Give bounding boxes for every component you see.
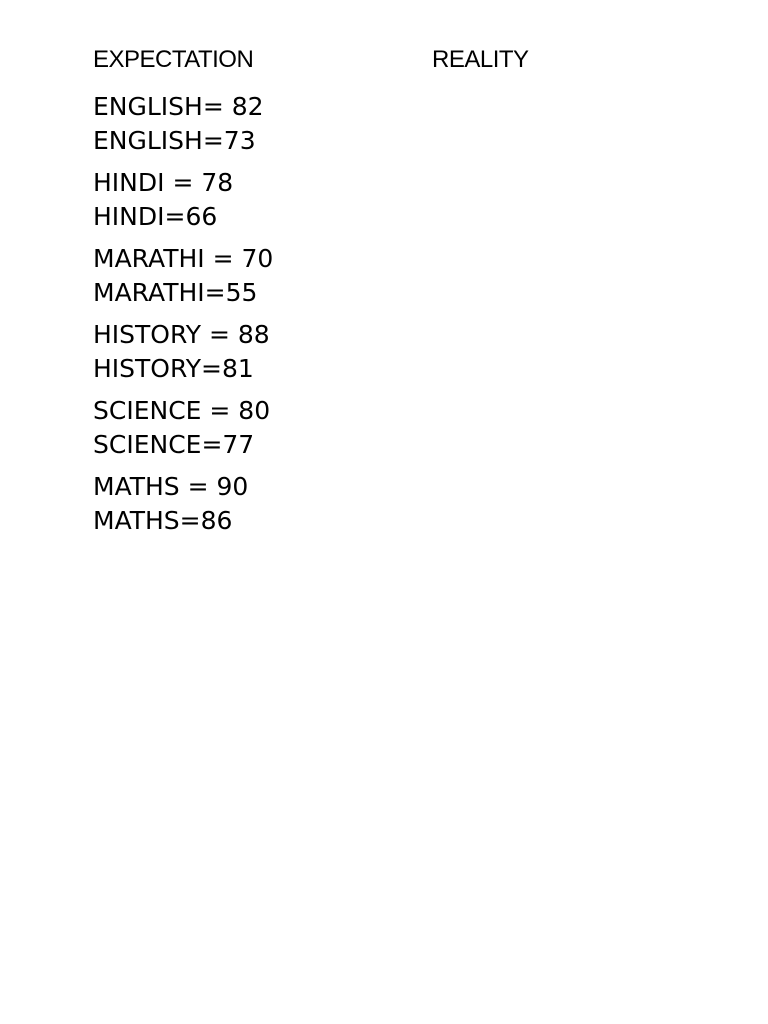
row-maths bbox=[93, 470, 693, 537]
expectation-science: SCIENCE = 80 bbox=[93, 396, 271, 425]
marks-list bbox=[93, 90, 693, 537]
row-english bbox=[93, 90, 693, 157]
reality-hindi: HINDI=66 bbox=[93, 201, 218, 231]
row-history bbox=[93, 318, 693, 385]
expectation-hindi: HINDI = 78 bbox=[93, 168, 234, 197]
reality-science: SCIENCE=77 bbox=[93, 429, 255, 459]
row-marathi bbox=[93, 242, 693, 309]
row-science bbox=[93, 394, 693, 461]
reality-english: ENGLISH=73 bbox=[93, 125, 256, 155]
reality-marathi: MARATHI=55 bbox=[93, 277, 258, 307]
heading-expectation: EXPECTATION bbox=[93, 46, 254, 73]
expectation-maths: MATHS = 90 bbox=[93, 472, 249, 501]
row-hindi bbox=[93, 166, 693, 233]
expectation-history: HISTORY = 88 bbox=[93, 320, 270, 349]
heading-reality: REALITY bbox=[432, 46, 529, 73]
reality-maths: MATHS=86 bbox=[93, 505, 233, 535]
reality-history: HISTORY=81 bbox=[93, 353, 254, 383]
expectation-marathi: MARATHI = 70 bbox=[93, 244, 274, 273]
expectation-english: ENGLISH= 82 bbox=[93, 92, 264, 121]
